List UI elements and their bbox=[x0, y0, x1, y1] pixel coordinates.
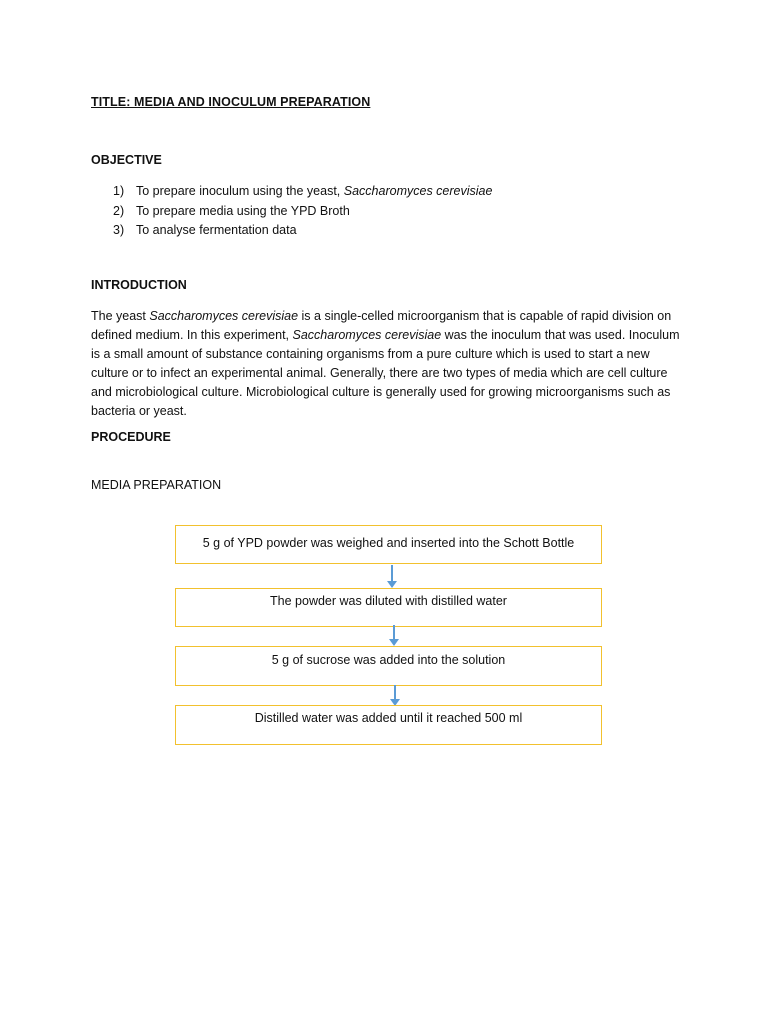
objective-text bbox=[136, 182, 492, 202]
flow-step-box bbox=[175, 646, 602, 686]
intro-species-name: Saccharomyces cerevisiae bbox=[149, 309, 299, 323]
objective-heading: OBJECTIVE bbox=[91, 153, 162, 167]
document-title: TITLE: MEDIA AND INOCULUM PREPARATION bbox=[91, 95, 371, 109]
intro-species-name: Saccharomyces cerevisiae bbox=[292, 328, 442, 342]
flow-arrow-icon bbox=[387, 565, 397, 588]
flow-arrow-icon bbox=[390, 685, 400, 706]
objective-text: To prepare media using the YPD Broth bbox=[136, 203, 350, 218]
objective-item bbox=[113, 182, 492, 202]
intro-text: is a single-celled microorganism that is capable of rapid division on defined medium. In this experiment, bbox=[91, 309, 672, 342]
media-preparation-heading: MEDIA PREPARATION bbox=[91, 478, 222, 492]
objective-text: To analyse fermentation data bbox=[136, 223, 297, 237]
intro-text: was the inoculum that was used. Inoculum is a small amount of substance containing organisms from a pure culture which is used to start a new culture or to infect an experimental animal. Generally, there are two types of media which are cell culture and microbiological culture. Microbiological culture is generally used for growing microorganisms such as bacteria or yeast. bbox=[91, 328, 680, 418]
flow-step-box bbox=[175, 588, 602, 627]
objective-list bbox=[113, 182, 492, 241]
flow-step-text: The powder was diluted with distilled water bbox=[270, 594, 507, 608]
flow-step-text: 5 g of YPD powder was weighed and inserted into the Schott Bottle bbox=[202, 536, 575, 550]
objective-text-species: Saccharomyces cerevisiae bbox=[343, 184, 493, 198]
flow-arrow-icon bbox=[389, 625, 399, 646]
objective-number: 2) bbox=[113, 203, 125, 218]
procedure-heading: PROCEDURE bbox=[91, 430, 171, 444]
flow-step-text: 5 g of sucrose was added into the solution bbox=[271, 653, 506, 667]
flow-step-box bbox=[175, 525, 602, 564]
objective-item bbox=[113, 221, 492, 241]
objective-item bbox=[113, 202, 492, 222]
introduction-paragraph bbox=[91, 307, 681, 421]
flow-step-box bbox=[175, 705, 602, 745]
intro-text: The yeast bbox=[91, 309, 150, 323]
objective-number: 3) bbox=[113, 223, 125, 237]
introduction-heading: INTRODUCTION bbox=[91, 278, 187, 292]
objective-text-plain: To prepare inoculum using the yeast, bbox=[136, 184, 344, 198]
flow-step-text: Distilled water was added until it reached 500 ml bbox=[254, 711, 523, 725]
objective-number: 1) bbox=[113, 184, 125, 198]
